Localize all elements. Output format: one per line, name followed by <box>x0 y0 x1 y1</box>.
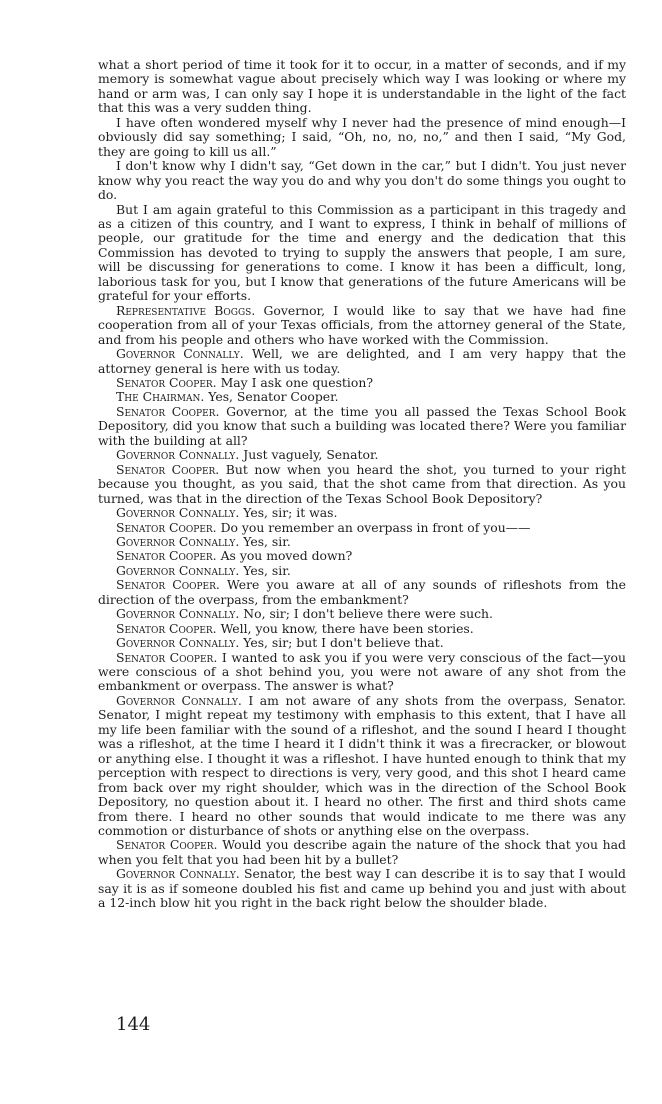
paragraph <box>98 607 626 621</box>
speaker-name: Senator Cooper. <box>116 649 218 665</box>
paragraph <box>98 838 626 867</box>
paragraph <box>98 564 626 578</box>
speaker-name: Governor Connally. <box>116 692 242 708</box>
paragraph-text: Yes, Senator Cooper. <box>208 389 339 405</box>
paragraph <box>98 116 626 159</box>
paragraph-text: Would you describe again the nature of the shock that you had when you felt that you had been hit by a bullet? <box>98 837 626 867</box>
paragraph-text: Just vaguely, Senator. <box>243 447 379 463</box>
speaker-name: Senator Cooper. <box>116 548 217 564</box>
paragraph-text: Governor, I would like to say that we have had fine cooperation from all of your Texas officials, from the attorney general of the State, and from his people and others who have worked with the Commission. <box>98 302 626 347</box>
paragraph <box>98 304 626 347</box>
paragraph-text: But now when you heard the shot, you turned to your right because you thought, as you said, that the shot came from that direction. As you turned, was that in the direction of the Texas School Book Depository? <box>98 461 626 506</box>
paragraph-text: But I am again grateful to this Commission as a participant in this tragedy and as a citizen of this country, and I want to express, I think in behalf of millions of people, our gratitude for the time and energy and the dedication that this Commission has devoted to trying to supply the answers that people, I am sure, will be discussing for generations to come. I know it has been a difficult, long, laborious task for you, but I know that generations of the future Americans will be grateful for your efforts. <box>98 201 626 304</box>
paragraph-text: I don't know why I didn't say, “Get down in the car,” but I didn't. You just never know why you react the way you do and why you don't do some things you ought to do. <box>98 158 626 203</box>
paragraph <box>98 390 626 404</box>
speaker-name: Senator Cooper. <box>116 461 220 477</box>
paragraph <box>98 463 626 506</box>
paragraph <box>98 58 626 116</box>
paragraph-text: May I ask one question? <box>220 374 373 390</box>
paragraph <box>98 347 626 376</box>
paragraph-text: No, sir; I don't believe there were such. <box>243 606 493 622</box>
speaker-name: Governor Connally. <box>116 447 240 463</box>
paragraph <box>98 578 626 607</box>
paragraph-text: Do you remember an overpass in front of you—— <box>220 519 531 535</box>
paragraph <box>98 521 626 535</box>
speaker-name: Senator Cooper. <box>116 837 218 853</box>
paragraph <box>98 651 626 694</box>
speaker-name: Governor Connally. <box>116 866 240 882</box>
speaker-name: Representative Boggs. <box>116 302 256 318</box>
testimony-text <box>98 58 626 911</box>
speaker-name: Governor Connally. <box>116 606 240 622</box>
paragraph-text: Yes, sir; but I don't believe that. <box>243 635 444 651</box>
paragraph <box>98 636 626 650</box>
page-number: 144 <box>116 1014 151 1035</box>
paragraph-text: Governor, at the time you all passed the Texas School Book Depository, did you know that such a building was located there? Were you familiar with the building at all? <box>98 403 626 448</box>
speaker-name: Senator Cooper. <box>116 403 220 419</box>
speaker-name: The Chairman. <box>116 389 205 405</box>
paragraph <box>98 203 626 304</box>
paragraph <box>98 376 626 390</box>
paragraph-text: Yes, sir. <box>243 533 291 549</box>
speaker-name: Governor Connally. <box>116 635 240 651</box>
paragraph <box>98 867 626 910</box>
speaker-name: Governor Connally. <box>116 505 240 521</box>
speaker-name: Senator Cooper. <box>116 374 217 390</box>
speaker-name: Senator Cooper. <box>116 620 217 636</box>
speaker-name: Senator Cooper. <box>116 519 217 535</box>
paragraph-text: Yes, sir. <box>243 562 291 578</box>
paragraph <box>98 549 626 563</box>
paragraph <box>98 405 626 448</box>
paragraph <box>98 448 626 462</box>
paragraph-text: Well, you know, there have been stories. <box>220 620 474 636</box>
paragraph-text: what a short period of time it took for it to occur, in a matter of seconds, and if my memory is somewhat vague about precisely which way I was looking or where my hand or arm was, I can only say I hope it is understandable in the light of the fact that this was a very sudden thing. <box>98 57 626 116</box>
paragraph <box>98 535 626 549</box>
paragraph <box>98 159 626 202</box>
paragraph-text: I wanted to ask you if you were very conscious of the fact—you were conscious of a shot behind you, you were not aware of any shot from the embankment or overpass. The answer is what? <box>98 649 626 694</box>
paragraph <box>98 506 626 520</box>
speaker-name: Governor Connally. <box>116 346 244 362</box>
paragraph <box>98 694 626 839</box>
paragraph-text: Senator, the best way I can describe it is to say that I would say it is as if someone doubled his fist and came up behind you and just with about a 12-inch blow hit you right in the back right below the shoulder blade. <box>98 866 626 911</box>
speaker-name: Governor Connally. <box>116 533 240 549</box>
paragraph <box>98 622 626 636</box>
speaker-name: Governor Connally. <box>116 562 240 578</box>
paragraph-text: I am not aware of any shots from the overpass, Senator. Senator, I might repeat my testimony with emphasis to this extent, that I have all my life been familiar with the sound of a rifleshot, and the sound I heard I thought was a rifleshot, at the time I heard it I didn't think it was a firecracker, or blowout or anything else. I thought it was a rifleshot. I have hunted enough to think that my perception with respect to directions is very, very good, and this shot I heard came from back over my right shoulder, which was in the direction of the School Book Depository, no question about it. I heard no other. The first and third shots came from there. I heard no other sounds that would indicate to me there was any commotion or disturbance of shots or anything else on the overpass. <box>98 692 626 839</box>
paragraph-text: Well, we are delighted, and I am very happy that the attorney general is here with us today. <box>98 346 626 376</box>
paragraph-text: I have often wondered myself why I never had the presence of mind enough—I obviously did say something; I said, “Oh, no, no, no,” and then I said, “My God, they are going to kill us all.” <box>98 114 626 159</box>
paragraph-text: Were you aware at all of any sounds of rifleshots from the direction of the overpass, from the embankment? <box>98 577 626 607</box>
paragraph-text: As you moved down? <box>220 548 353 564</box>
paragraph-text: Yes, sir; it was. <box>243 505 338 521</box>
speaker-name: Senator Cooper. <box>116 577 220 593</box>
